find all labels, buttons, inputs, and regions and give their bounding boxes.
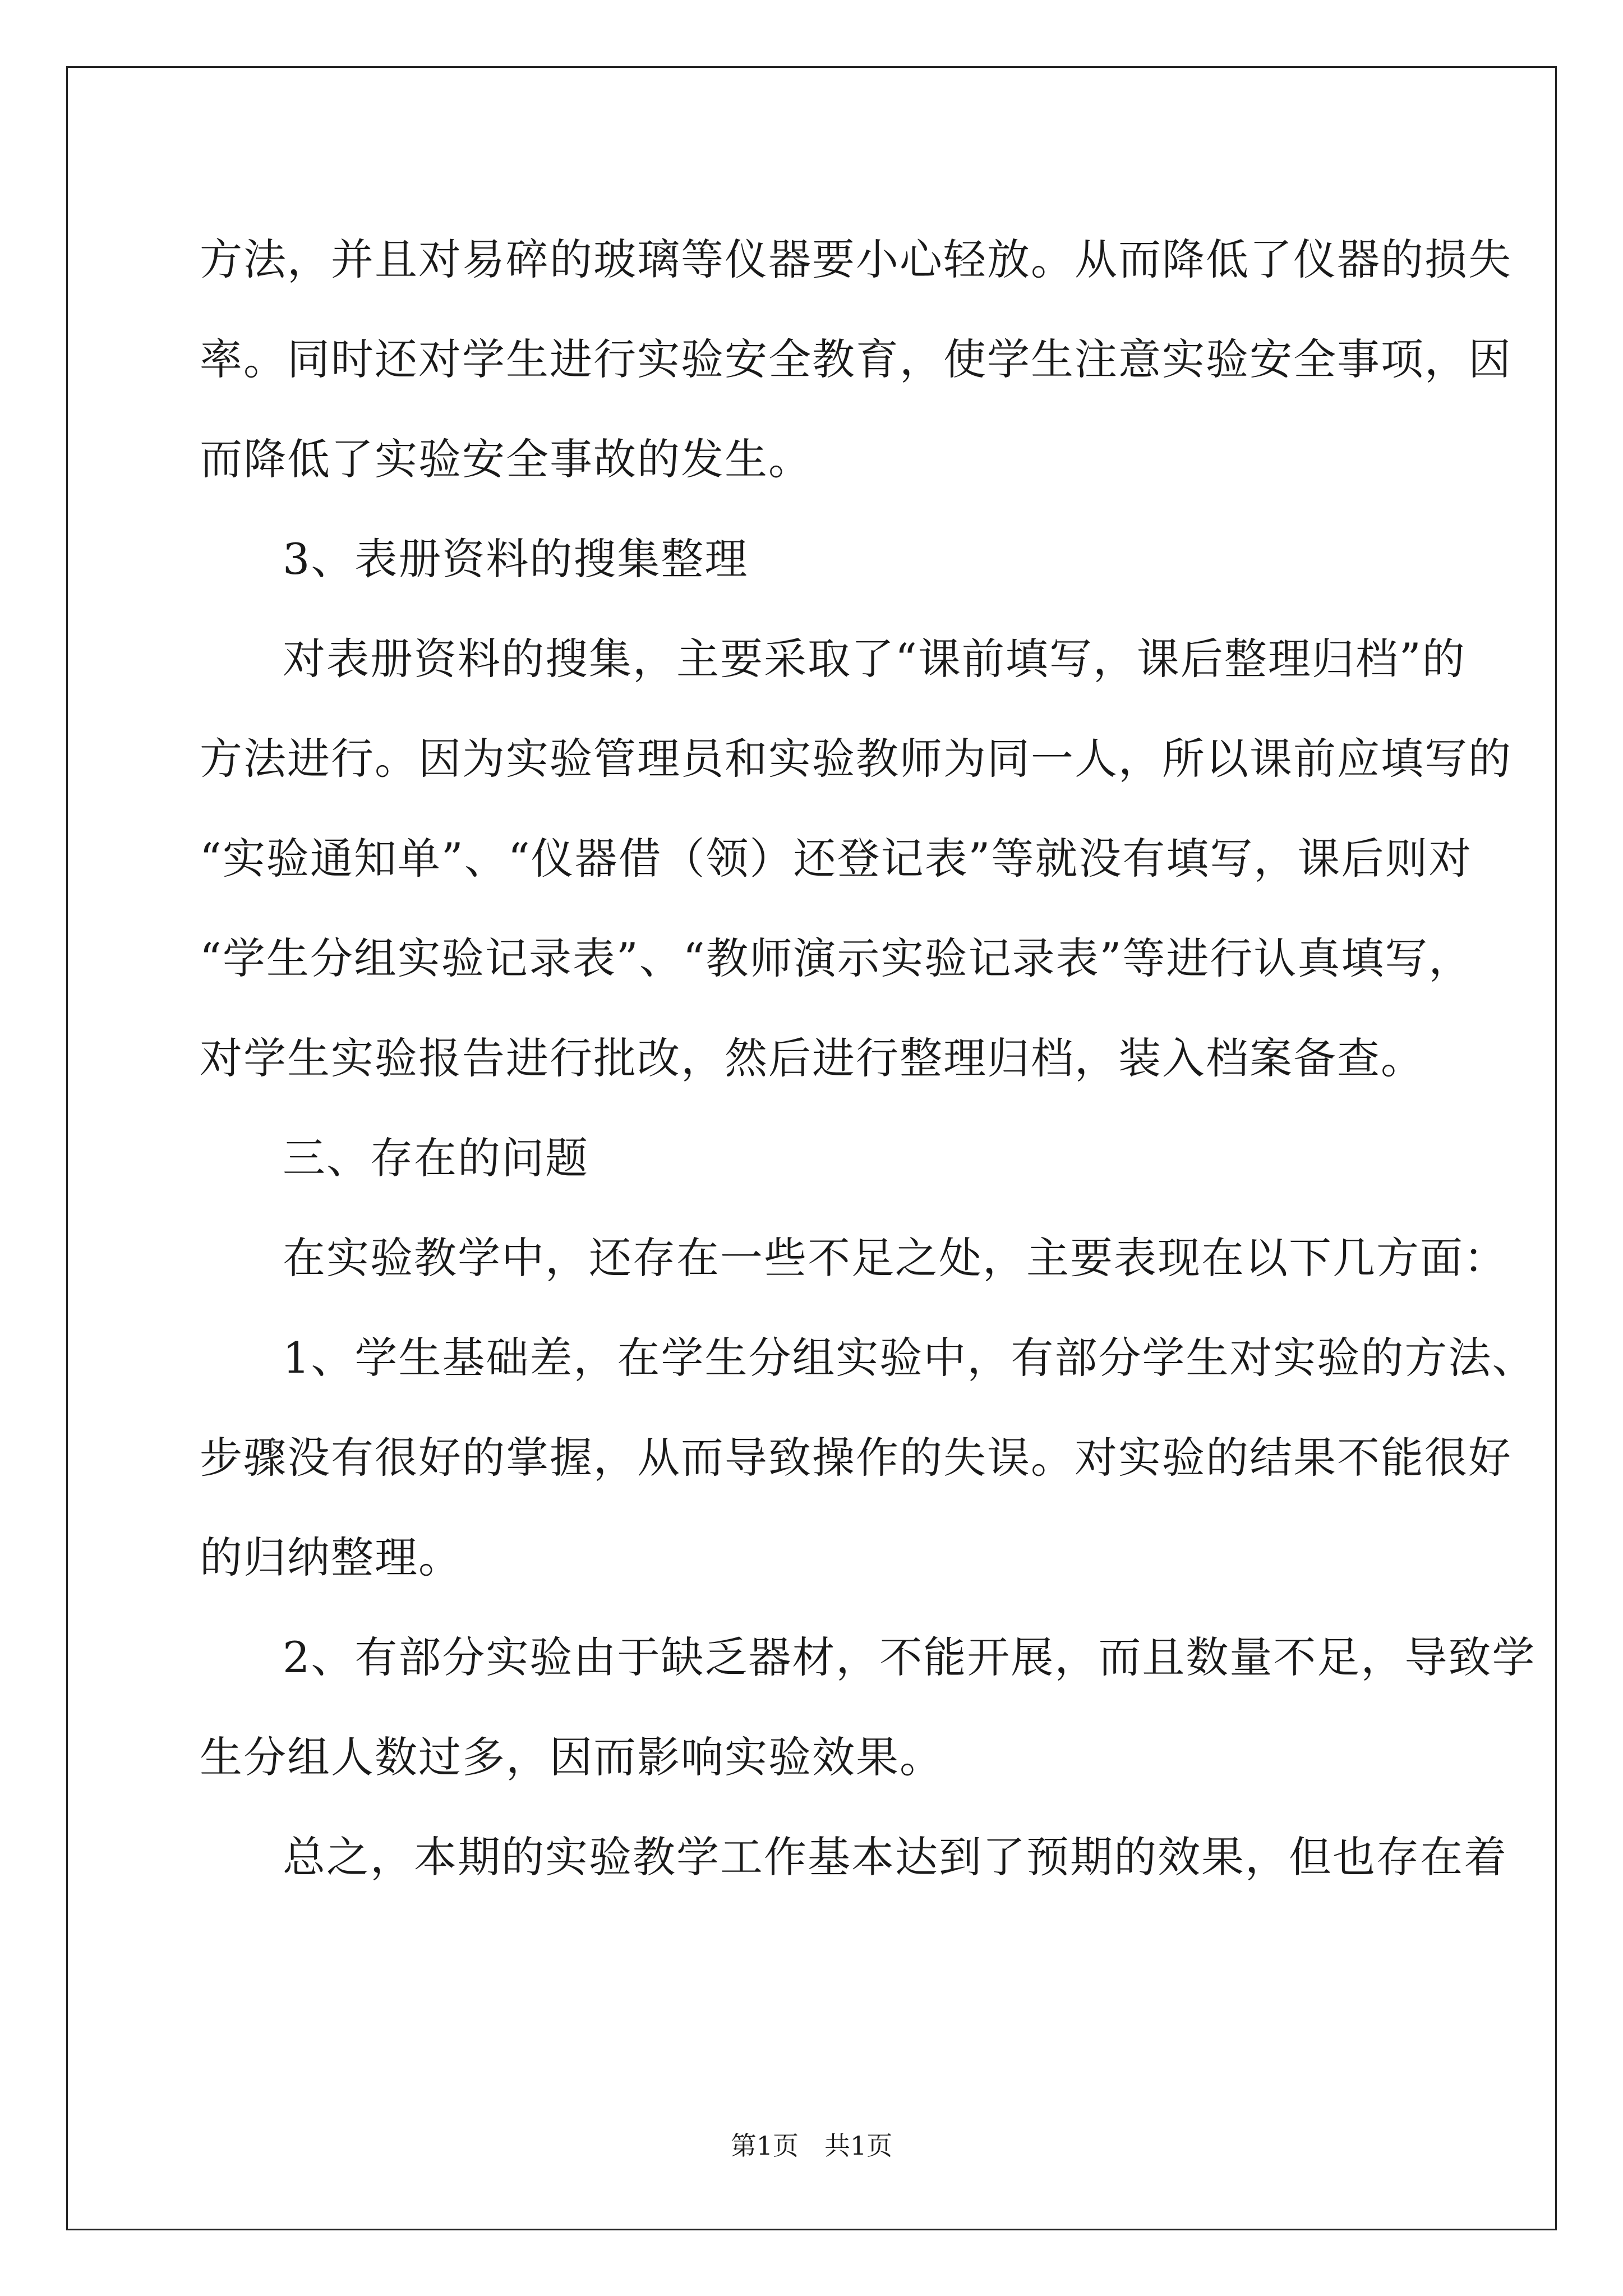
text-line-14: 的归纳整理。 [200, 1533, 462, 1582]
text-line-6: 方法进行。因为实验管理员和实验教师为同一人，所以课前应填写的 [200, 734, 1512, 784]
text-line-16: 生分组人数过多，因而影响实验效果。 [200, 1732, 943, 1782]
text-line-3: 而降低了实验安全事故的发生。 [200, 434, 812, 484]
text-line-15: 2、有部分实验由于缺乏器材，不能开展，而且数量不足，导致学 [283, 1632, 1536, 1682]
text-line-7: “实验通知单”、“仪器借（领）还登记表”等就没有填写，课后则对 [200, 834, 1473, 884]
section-heading-3: 3、表册资料的搜集整理 [283, 534, 749, 584]
text-line-17: 总之，本期的实验教学工作基本达到了预期的效果，但也存在着 [283, 1832, 1507, 1882]
document-body [200, 210, 1536, 1907]
text-line-2: 率。同时还对学生进行实验安全教育，使学生注意实验安全事项，因 [200, 334, 1512, 384]
text-line-5: 对表册资料的搜集，主要采取了“课前填写，课后整理归档”的 [283, 634, 1466, 684]
text-line-1: 方法，并且对易碎的玻璃等仪器要小心轻放。从而降低了仪器的损失 [200, 234, 1512, 284]
text-line-13: 步骤没有很好的掌握，从而导致操作的失误。对实验的结果不能很好 [200, 1433, 1512, 1483]
section-heading-problems: 三、存在的问题 [283, 1133, 589, 1183]
page-footer: 第1页 共1页 [730, 2131, 893, 2161]
text-line-8: “学生分组实验记录表”、“教师演示实验记录表”等进行认真填写， [200, 933, 1473, 983]
text-line-12: 1、学生基础差，在学生分组实验中，有部分学生对实验的方法、 [283, 1333, 1536, 1383]
text-line-11: 在实验教学中，还存在一些不足之处，主要表现在以下几方面： [283, 1233, 1507, 1283]
text-line-9: 对学生实验报告进行批改，然后进行整理归档，装入档案备查。 [200, 1033, 1424, 1083]
